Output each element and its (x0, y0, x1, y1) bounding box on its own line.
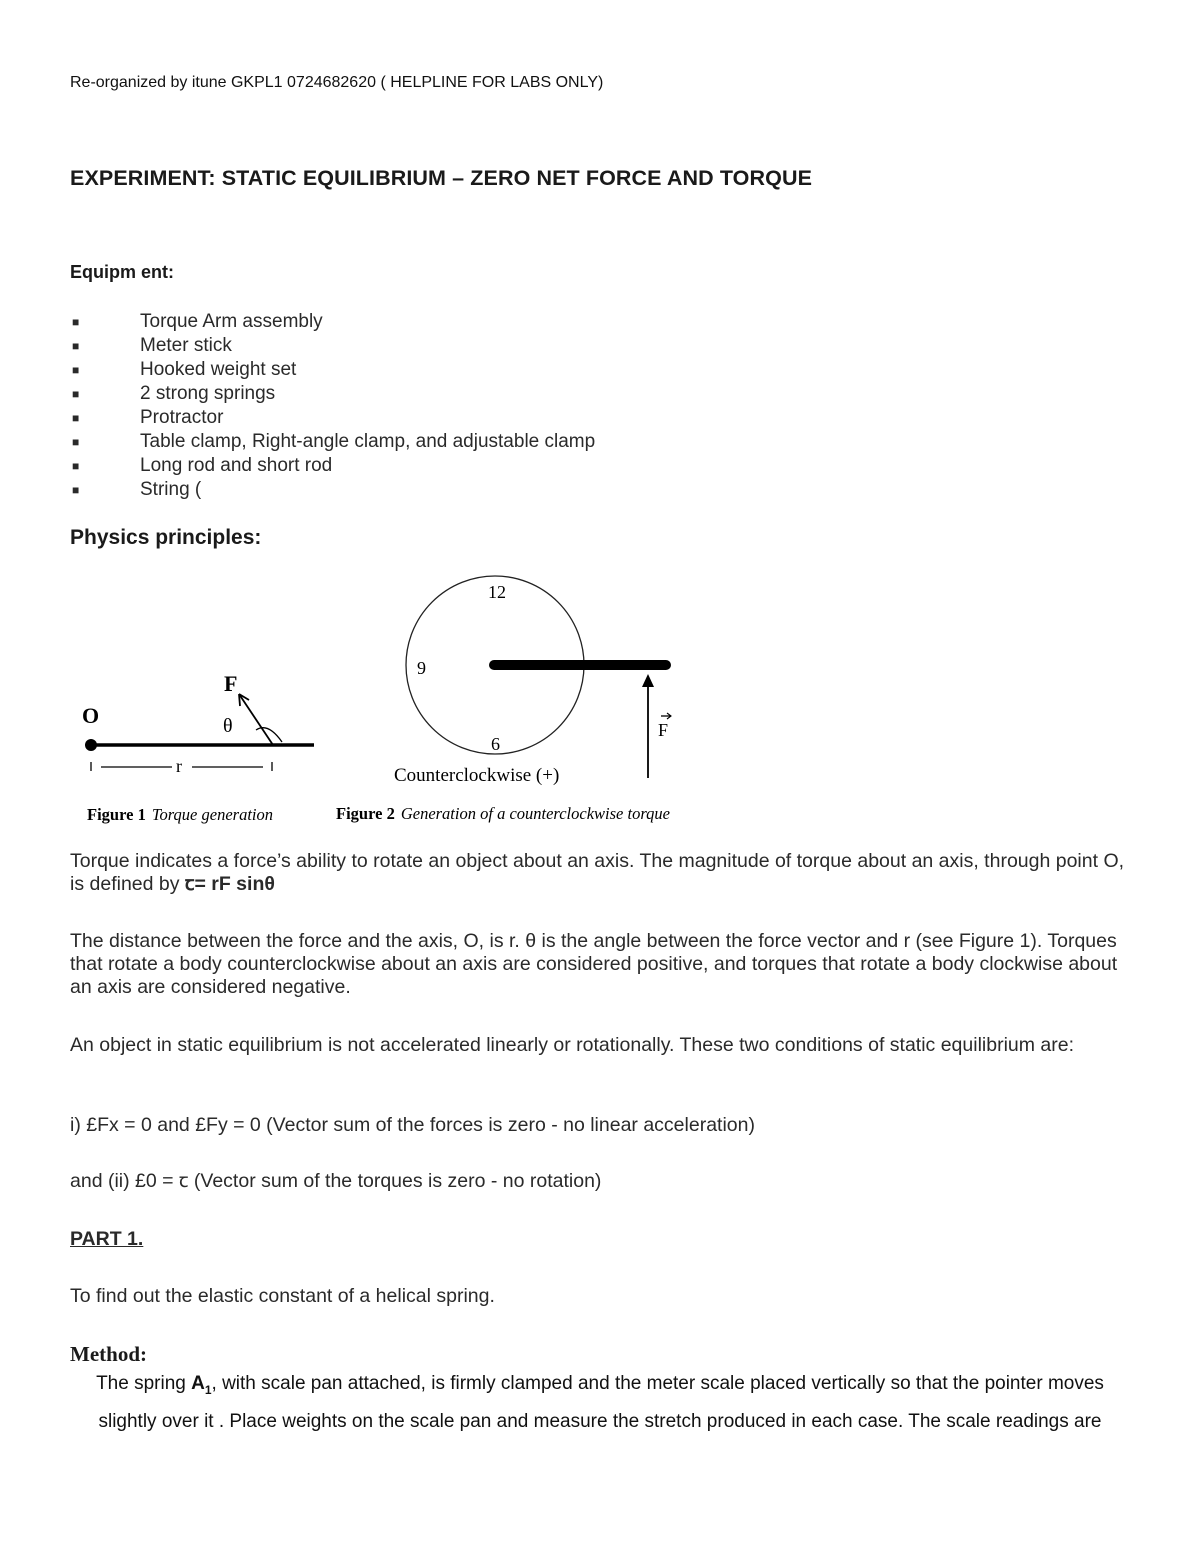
torque-definition-paragraph: Torque indicates a force’s ability to rotate an object about an axis. The magnitude of torque about an axis, through point O, is defined by ꞇ= rF sinθ (70, 850, 1125, 895)
list-item: ■ Torque Arm assembly (72, 311, 323, 332)
force-f-label: F (224, 671, 238, 696)
figure-1-caption: Figure 1 Torque generation (87, 805, 273, 824)
figure-1 (82, 671, 314, 824)
clock-6-label: 6 (491, 734, 500, 754)
bullet-icon: ■ (72, 411, 80, 425)
bullet-icon: ■ (72, 387, 80, 401)
torque-condition: and (ii) £0 = ꞇ (Vector sum of the torques is zero - no rotation) (70, 1170, 602, 1192)
torque-formula: ꞇ= rF sinθ (184, 873, 275, 895)
figure-2-caption: Figure 2 Generation of a counterclockwise torque (336, 804, 670, 823)
torque-figures (70, 570, 770, 835)
bullet-icon: ■ (72, 339, 80, 353)
equipment-heading: Equipm ent: (70, 262, 174, 282)
bullet-icon: ■ (72, 459, 80, 473)
bullet-icon: ■ (72, 315, 80, 329)
method-text: The spring $A_1$, with scale pan attached, is firmly clamped and the meter scale placed vertically so that the pointer moves slightly over it . Place weights on the scale pan and measure the stretch produced in each case. The scale readings are (96, 1373, 1104, 1432)
part-1-goal: To find out the elastic constant of a helical spring. (70, 1285, 495, 1307)
spring-name: $A_1$ (191, 1373, 212, 1397)
figure-2 (336, 576, 671, 823)
list-item: ■ Meter stick (72, 335, 232, 356)
equilibrium-paragraph: An object in static equilibrium is not accelerated linearly or rotationally. These two conditions of static equilibrium are: (70, 1034, 1075, 1056)
sign-convention-paragraph: The distance between the force and the axis, O, is r. θ is the angle between the force vector and r (see Figure 1). Torques that rotate a body counterclockwise about an axis are considered positive, and torques that rotate a body clockwise about an axis are considered negative. (70, 930, 1118, 998)
bullet-icon: ■ (72, 435, 80, 449)
clock-12-label: 12 (488, 582, 506, 602)
method-heading: Method: (70, 1342, 147, 1366)
part-1-heading: PART 1. (70, 1228, 144, 1250)
force-condition: i) £Fx = 0 and £Fy = 0 (Vector sum of the forces is zero - no linear acceleration) (70, 1114, 755, 1136)
force-arrowhead (642, 674, 654, 687)
bullet-icon: ■ (72, 483, 80, 497)
physics-heading: Physics principles: (70, 526, 262, 549)
theta-label: θ (223, 715, 233, 737)
header-note: Re-organized by itune GKPL1 0724682620 ( HELPLINE FOR LABS ONLY) (70, 74, 604, 91)
list-item: ■ Protractor (72, 407, 224, 428)
page-title: EXPERIMENT: STATIC EQUILIBRIUM – ZERO NET FORCE AND TORQUE (70, 166, 813, 190)
bullet-icon: ■ (72, 363, 80, 377)
list-item: ■ Table clamp, Right-angle clamp, and adjustable clamp (72, 431, 596, 452)
list-item: ■ Long rod and short rod (72, 455, 333, 476)
direction-label: Counterclockwise (+) (394, 765, 560, 786)
equipment-list (70, 310, 595, 502)
point-o-label: O (82, 703, 100, 728)
r-label: r (176, 756, 182, 776)
force-f-label: F (658, 720, 669, 740)
list-item: ■ String ( (72, 479, 202, 500)
force-vector (239, 694, 273, 745)
list-item: ■ 2 strong springs (72, 383, 276, 404)
clock-9-label: 9 (417, 658, 426, 678)
list-item: ■ Hooked weight set (72, 359, 297, 380)
